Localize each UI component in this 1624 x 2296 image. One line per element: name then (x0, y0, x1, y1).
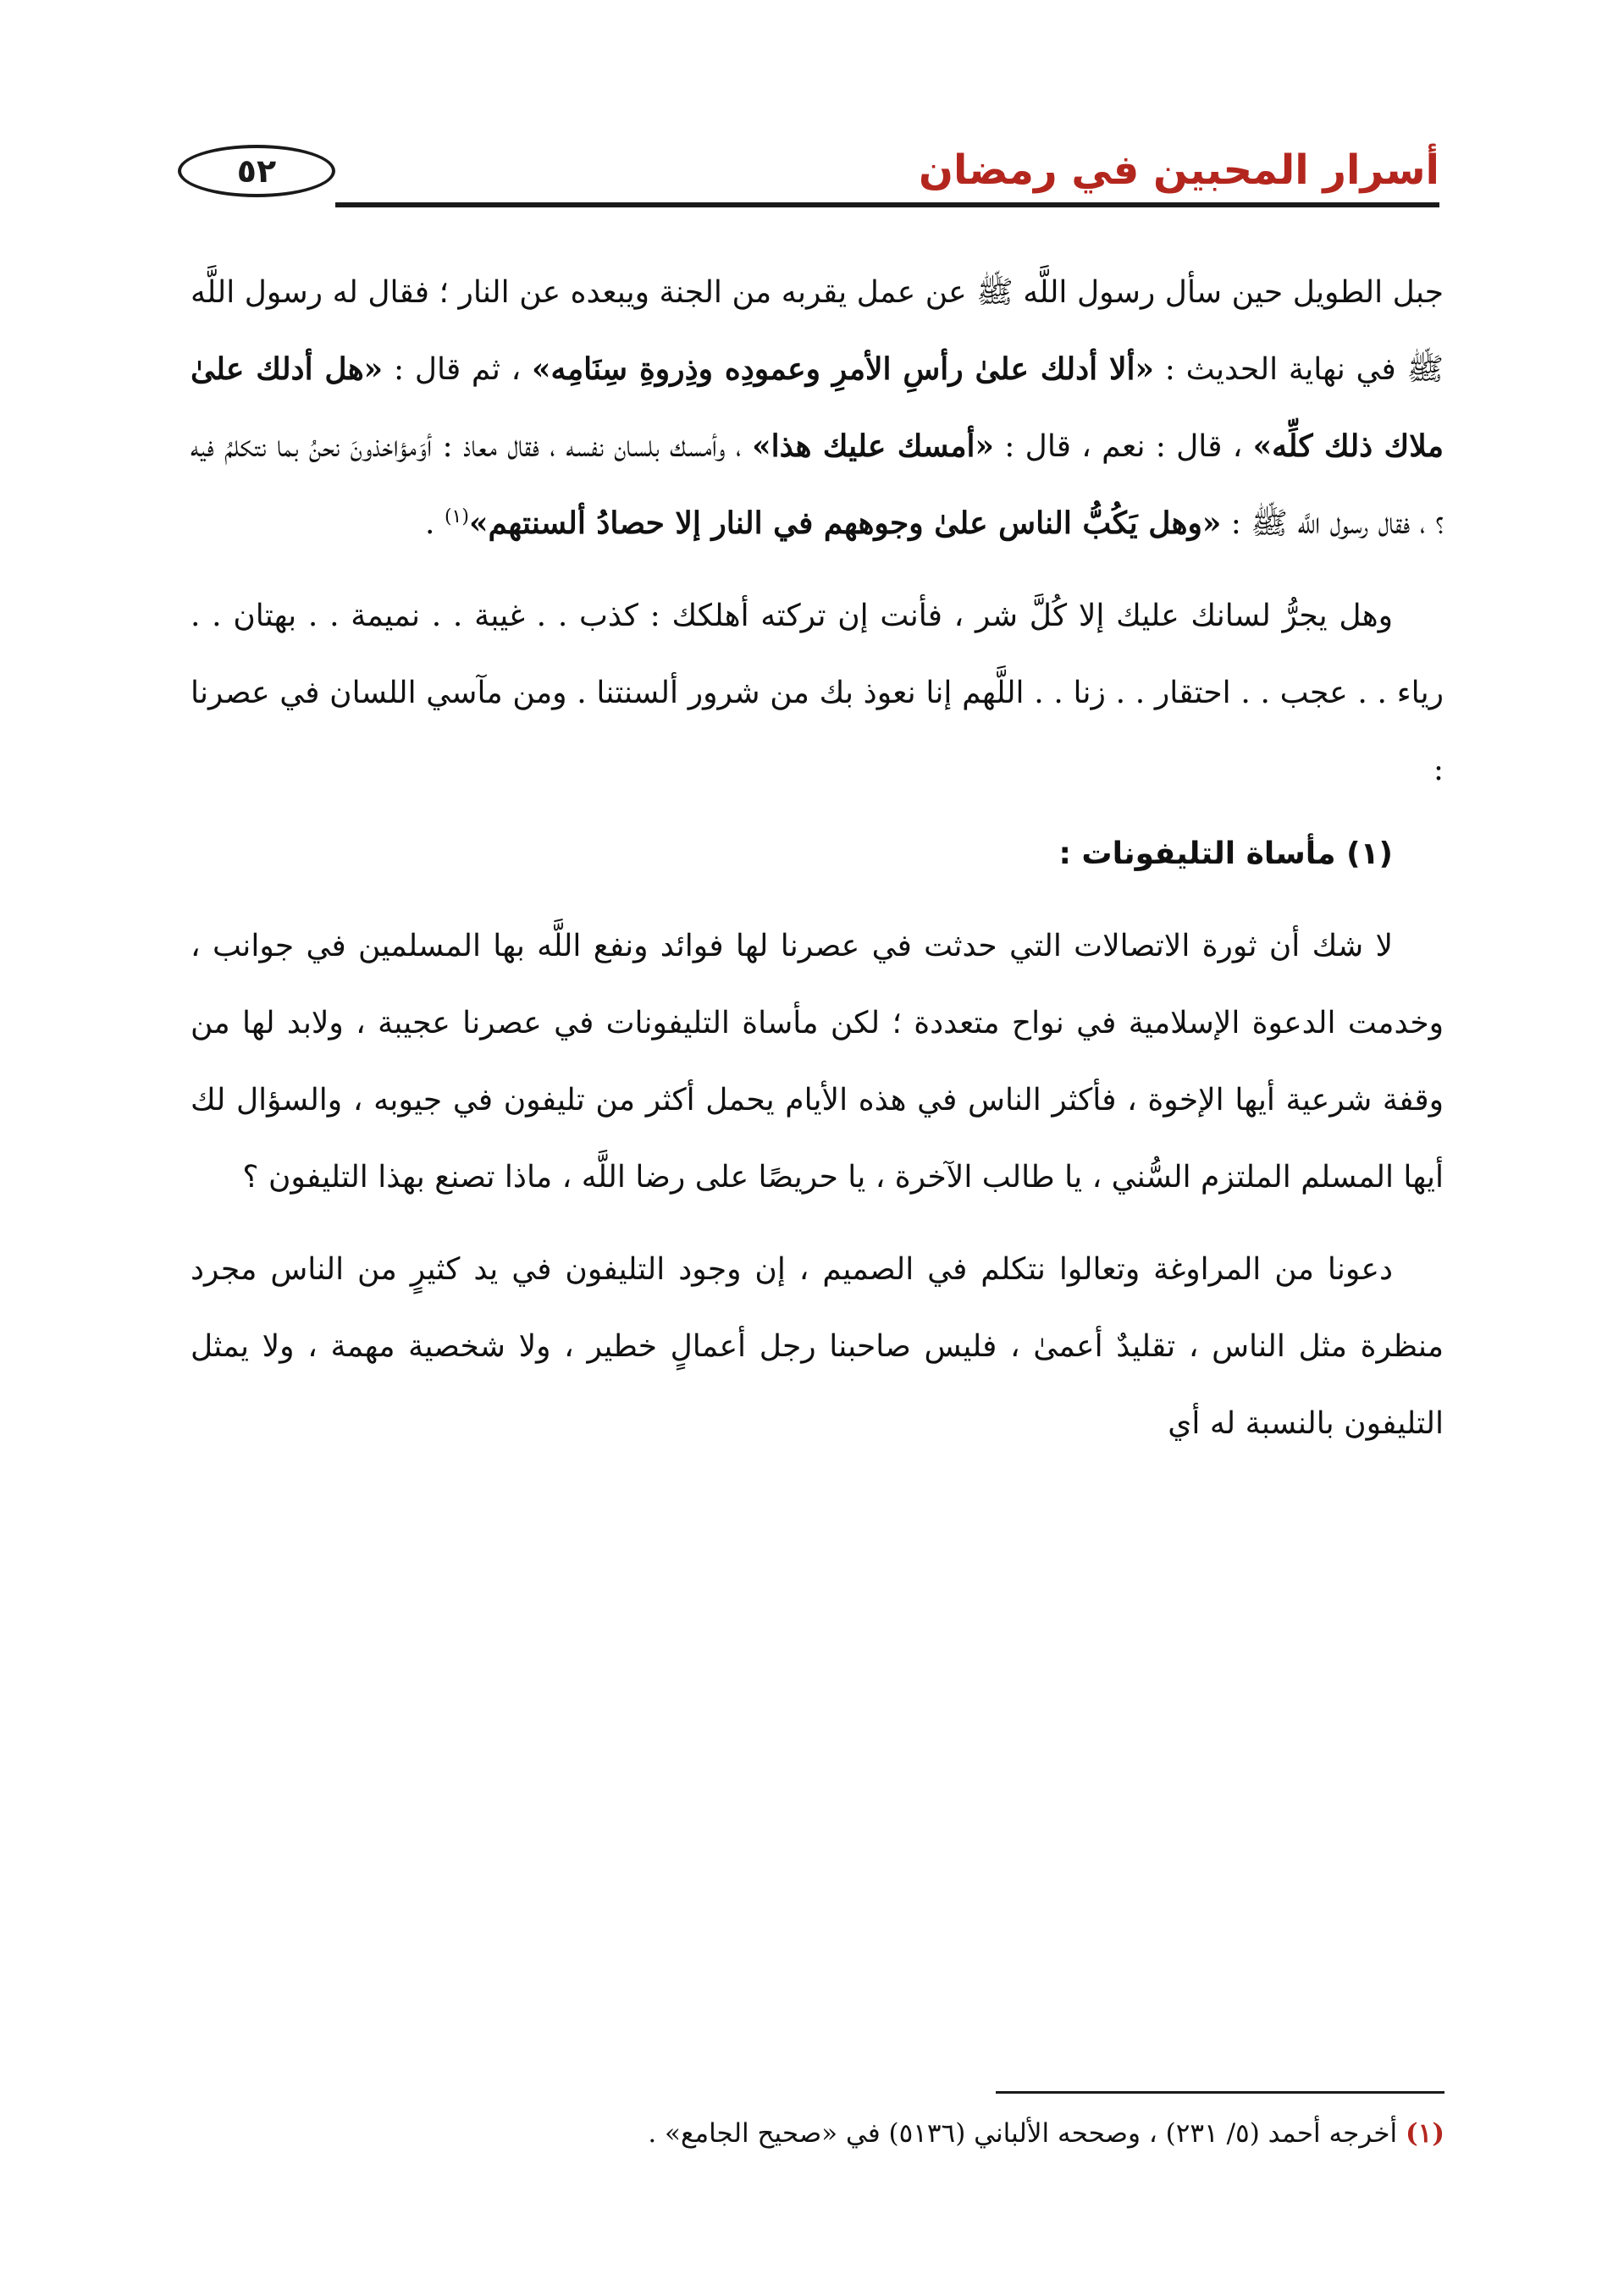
hadith-quote: «هل أدلك علىٰ ملاك ذلك كلِّه» (191, 351, 1444, 464)
paragraph-telephones: لا شك أن ثورة الاتصالات التي حدثت في عصرنا لها فوائد ونفع اللَّه بها المسلمين في جوانب ، وخدمت الدعوة الإسلامية في نواح متعددة ؛ لكن مأساة التليفونات في عصرنا عجيبة ، ولابد لها من وقفة شرعية أيها الإخوة ، فأكثر الناس في هذه الأيام يحمل أكثر من تليفون في جيوبه ، والسؤال لك أيها المسلم الملتزم السُّني ، يا طالب الآخرة ، يا حريصًا على رضا اللَّه ، ماذا تصنع بهذا التليفون ؟ (191, 929, 1444, 1195)
text-segment: . (425, 506, 445, 541)
footnote-text: أخرجه أحمد (٥/ ٢٣١) ، وصححه الألباني (٥١٣٦) في «صحيح الجامع» . (648, 2118, 1406, 2149)
text-segment: جبل الطويل حين سأل رسول اللَّه ﷺ عن عمل يقربه من الجنة ويبعده عن النار ؛ فقال له رسول اللَّه ﷺ في نهاية الحديث : (191, 275, 1444, 387)
footnote-reference[interactable]: (١) (444, 506, 469, 527)
header-rule (335, 202, 1439, 207)
paragraph-evasion: دعونا من المراوغة وتعالوا نتكلم في الصميم ، إن وجود التليفون في يد كثيرٍ من الناس مجرد منظرة مثل الناس ، تقليدٌ أعمىٰ ، فليس صاحبنا رجل أعمالٍ خطير ، ولا شخصية مهمة ، ولا يمثل التليفون بالنسبة له أي (191, 1252, 1444, 1441)
paragraph-hadith (191, 254, 1444, 562)
footnote-marker: (١) (1406, 2118, 1444, 2149)
page-number: ٥٢ (236, 152, 277, 190)
footnote-rule (996, 2091, 1444, 2094)
hadith-quote: «وهل يَكُبُّ الناس علىٰ وجوههم في النار إلا حصادُ ألسنتهم» (468, 505, 1222, 541)
body-text (191, 254, 1444, 1462)
page-header (178, 140, 1439, 216)
footnote (191, 2108, 1444, 2159)
section-heading: (١) مأساة التليفونات : (1058, 836, 1393, 871)
text-segment: ، ثم قال : (383, 352, 533, 387)
paragraph-tongue: وهل يجرُّ لسانك عليك إلا كُلَّ شر ، فأنت إن تركته أهلكك : كذب . . غيبة . . نميمة . . بهتان . . رياء . . عجب . . احتقار . . زنا . . اللَّهم إنا نعوذ بك من شرور ألسنتنا . ومن مآسي اللسان في عصرنا : (191, 599, 1444, 787)
book-title: أسرار المحبين في رمضان (919, 146, 1439, 194)
page-number-oval (178, 145, 335, 197)
text-segment: ، قال : نعم ، قال : (994, 429, 1253, 464)
hadith-quote: «ألا أدلك علىٰ رأسِ الأمرِ وعمودِه وذِروةِ سِنَامِه» (532, 351, 1155, 387)
text-segment: ، وأمسك بلسان نفسه ، فقال معاذ : أوَمؤاخذونَ نحنُ بما نتكلمُ فيه ؟ ، فقال رسول اللَّه ﷺ : (191, 429, 1444, 541)
hadith-quote: «أمسك عليك هذا» (752, 428, 994, 464)
